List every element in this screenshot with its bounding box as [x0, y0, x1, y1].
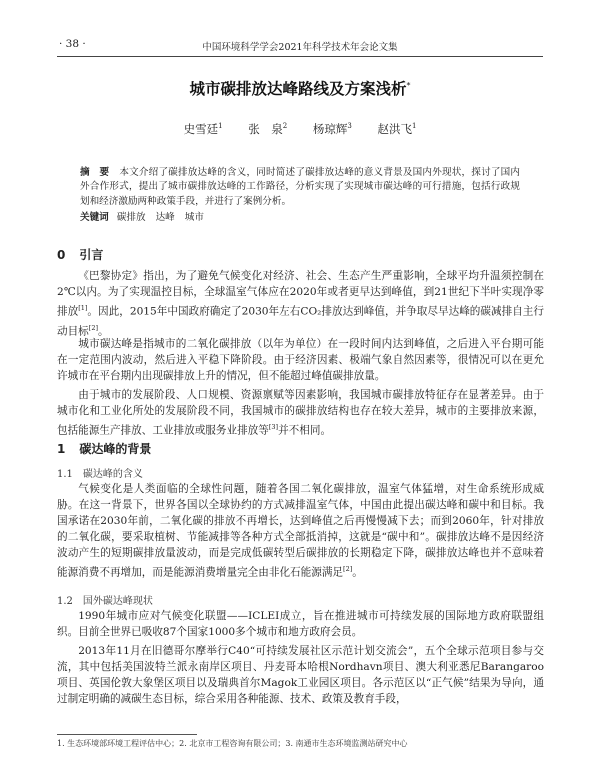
subsection-heading-1-2: 1.2 国外碳达峰现状 [57, 596, 153, 607]
intro-paragraph-2: 城市碳达峰是指城市的二氧化碳排放（以年为单位）在一段时间内达到峰值，之后进入平台期可能在一定范围内波动，然后进入平稳下降阶段。由于经济因素、极端气象自然因素等，很情况可以在更允许城市在平台期内出现碳排放上升的情况，但不能超过峰值碳排放量。 [57, 338, 544, 383]
abstract [80, 166, 520, 209]
author: 史雪廷$^1$ [183, 122, 223, 136]
subsection-heading-1-1: 1.1 碳达峰的含义 [57, 469, 143, 480]
affiliation-footnote: 1. 生态环境部环境工程评估中心；2. 北京市工程咨询有限公司；3. 南通市生态环境监测站研究中心 [57, 739, 408, 748]
section-heading-intro: 0 引言 [57, 248, 104, 262]
paper-title [0, 77, 600, 99]
background-paragraph-2: 1990年城市应对气候变化联盟——ICLEI成立，旨在推进城市可持续发展的国际地方政府联盟组织。目前全世界已吸收87个国家1000多个城市和地方政府会员。 [57, 610, 544, 639]
paper-title-text: 城市碳排放达峰路线及方案浅析 [189, 80, 407, 98]
background-paragraph-1: 气候变化是人类面临的全球性问题，随着各国二氧化碳排放，温室气体猛增，对生命系统形成威胁。在这一背景下，世界各国以全球协约的方式减排温室气体，中国由此提出碳达峰和碳中和目标。我国承诺在2030年前，二氧化碳的排放不再增长，达到峰值之后再慢慢减下去；而到2060年，针对排放的二氧化碳，要采取植树、节能减排等各种方式全部抵消掉，这就是“碳中和”。碳排放达峰不是因经济波动产生的短期碳排放量波动，而是完成低碳转型后碳排放的长期稳定下降，碳排放达峰也并不意味着能源消费不再增加，而是能源消费增量完全由非化石能源满足[2]。 [57, 483, 544, 579]
page-number: · 38 · [59, 38, 86, 50]
keyword: 碳排放 [116, 212, 146, 223]
section-heading-background: 1 碳达峰的背景 [57, 442, 152, 456]
abstract-label: 摘 要 [80, 167, 110, 178]
author: 张 泉$^2$ [248, 122, 288, 136]
background-paragraph-3: 2013年11月在旧德哥尔摩举行C40“可持续发展社区示范计划交流会”，五个全球示范项目参与交流，其中包括美国波特兰派永南岸区项目、丹麦哥本哈根Nordhavn项目、澳大利亚悉尼Barangaroo项目、英国伦敦大象堡区项目以及瑞典首尔Magok工业园区项目。各示范区以“正气候”结果为导向，通过制定明确的减碳生态目标，综合采用各种能源、技术、政策及教育手段， [57, 645, 544, 706]
abstract-text: 本文介绍了碳排放达峰的含义，同时简述了碳排放达峰的意义背景及国内外现状，探讨了国内外合作形式，提出了城市碳排放达峰的工作路径，分析实现了实现城市碳达峰的可行措施，包括行政规划和经济激励两种政策手段，并进行了案例分析。 [80, 167, 521, 207]
intro-paragraph-1: 《巴黎协定》指出，为了避免气候变化对经济、社会、生态产生严重影响，全球平均升温须控制在2℃以内。为了实现温控目标，全球温室气体应在2020年或者更早达到峰值，到21世纪下半叶实现净零排放[1]。因此，2015年中国政府确定了2030年左右CO₂排放达到峰值，并争取尽早达峰的碳减排自主行动目标[2]。 [57, 270, 544, 338]
citation: [3] [268, 423, 279, 432]
citation: [1] [78, 304, 88, 313]
running-head: 中国环境科学学会2021年科学技术年会论文集 [202, 42, 398, 53]
citation: [2] [343, 565, 353, 574]
author: 杨琼辉$^3$ [312, 122, 352, 136]
intro-paragraph-3: 由于城市的发展阶段、人口规模、资源禀赋等因素影响，我国城市碳排放特征存在显著差异。由于城市化和工业化所处的发展阶段不同，我国城市的碳排放结构也存在较大差异，城市的主要排放来源，包括能源生产排放、工业排放或服务业排放等[3]并不相同。 [57, 389, 544, 437]
page-header [57, 38, 543, 57]
footnote-divider [57, 734, 197, 735]
author-list [0, 121, 600, 137]
keyword: 城市 [184, 212, 204, 223]
title-footnote-mark: * [406, 80, 411, 90]
keywords [80, 209, 214, 223]
author: 赵洪飞$^1$ [377, 122, 417, 136]
keywords-label: 关键词 [80, 212, 109, 223]
citation: [2] [88, 323, 98, 332]
keyword: 达峰 [155, 212, 175, 223]
